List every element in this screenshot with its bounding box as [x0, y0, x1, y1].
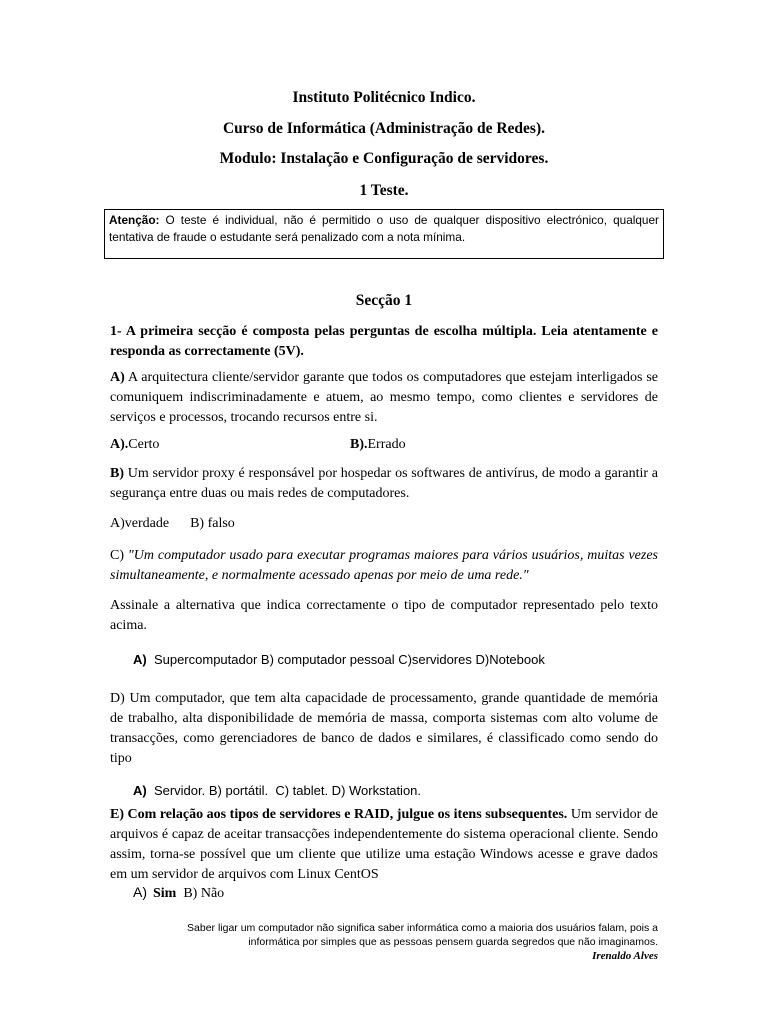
test-title: 1 Teste. — [359, 182, 409, 199]
question-d-options — [133, 783, 421, 798]
question-d-option-label: A) — [133, 783, 147, 798]
option-b-label: B). — [350, 437, 368, 452]
question-c-options — [133, 652, 545, 667]
question-a — [110, 368, 658, 428]
footer-author: Irenaldo Alves — [592, 950, 658, 962]
question-a-label: A) — [110, 370, 125, 385]
question-d: D) Um computador, que tem alta capacidade de processamento, grande quantidade de memória de trabalho, alta disponibilidade de memória de massa, comporta sistemas com alto volume de transacções, como gerenciadores de banco de dados e similares, é classificado como sendo do tipo — [110, 691, 658, 766]
question-e-option-nao: B) Não — [176, 886, 225, 901]
question-a-text: A arquitectura cliente/servidor garante que todos os computadores que estejam interligados se comuniquem indiscriminadamente e atuem, ao mesmo tempo, como clientes e servidores de serviços e processos, trocando recursos entre si. — [110, 370, 658, 425]
attention-box — [104, 209, 664, 259]
option-b-text: Errado — [367, 437, 406, 452]
footer-quote — [110, 921, 658, 963]
option-a-label: A). — [110, 437, 129, 452]
attention-label: Atenção: — [109, 213, 160, 227]
question-e-text: Um servidor de arquivos é capaz de aceitar transacções independentemente do sistema operacional cliente. Sendo assim, torna-se possível que um cliente que utilize uma estação Windows acesse e grave dados em um servidor de arquivos com Linux CentOS — [110, 807, 658, 882]
section-title: Secção 1 — [355, 292, 413, 309]
option-b — [350, 435, 406, 455]
question-e-option-sim: Sim — [153, 886, 177, 901]
question-e — [110, 805, 658, 885]
institution-title: Instituto Politécnico Indico. — [292, 89, 476, 106]
question-c-option-label: A) — [133, 652, 147, 667]
question-b-options: A)verdade B) falso — [110, 516, 235, 531]
question-c-label: C) — [110, 548, 128, 563]
question-b-text: Um servidor proxy é responsável por hospedar os softwares de antivírus, de modo a garantir a segurança entre duas ou mais redes de computadores. — [110, 466, 658, 501]
course-title: Curso de Informática (Administração de Redes). — [222, 120, 546, 137]
question-b — [110, 464, 658, 504]
footer-quote-line1: Saber ligar um computador não significa saber informática como a maioria dos usuários falam, pois a — [187, 922, 658, 934]
footer-quote-line2: informática por simples que as pessoas pensem guarda segredos que não imaginamos. — [248, 936, 658, 948]
question-c-quote: "Um computador usado para executar programas maiores para vários usuários, muitas vezes simultaneamente, e normalmente acessado apenas por meio de uma rede." — [110, 548, 659, 583]
section-instruction: 1- A primeira secção é composta pelas perguntas de escolha múltipla. Leia atentamente e responda as correctamente (5V). — [110, 324, 658, 359]
question-d-option-text: Servidor. B) portátil. C) tablet. D) Workstation. — [146, 783, 422, 798]
option-a — [110, 437, 159, 452]
question-b-label: B) — [110, 466, 124, 481]
question-c — [110, 546, 658, 586]
question-e-heading: E) Com relação aos tipos de servidores e RAID, julgue os itens subsequentes. — [110, 807, 568, 822]
attention-text: O teste é individual, não é permitido o uso de qualquer dispositivo electrónico, qualquer tentativa de fraude o estudante será penalizado com a nota mínima. — [109, 213, 659, 244]
question-c-option-text: Supercomputador B) computador pessoal C)servidores D)Notebook — [146, 652, 545, 667]
question-a-options — [110, 435, 658, 455]
module-title: Modulo: Instalação e Configuração de servidores. — [219, 150, 549, 167]
question-e-option-label: A) — [133, 884, 147, 900]
option-a-text: Certo — [128, 437, 160, 452]
question-e-options — [133, 884, 224, 902]
question-c-prompt: Assinale a alternativa que indica correctamente o tipo de computador representado pelo texto acima. — [110, 598, 658, 633]
